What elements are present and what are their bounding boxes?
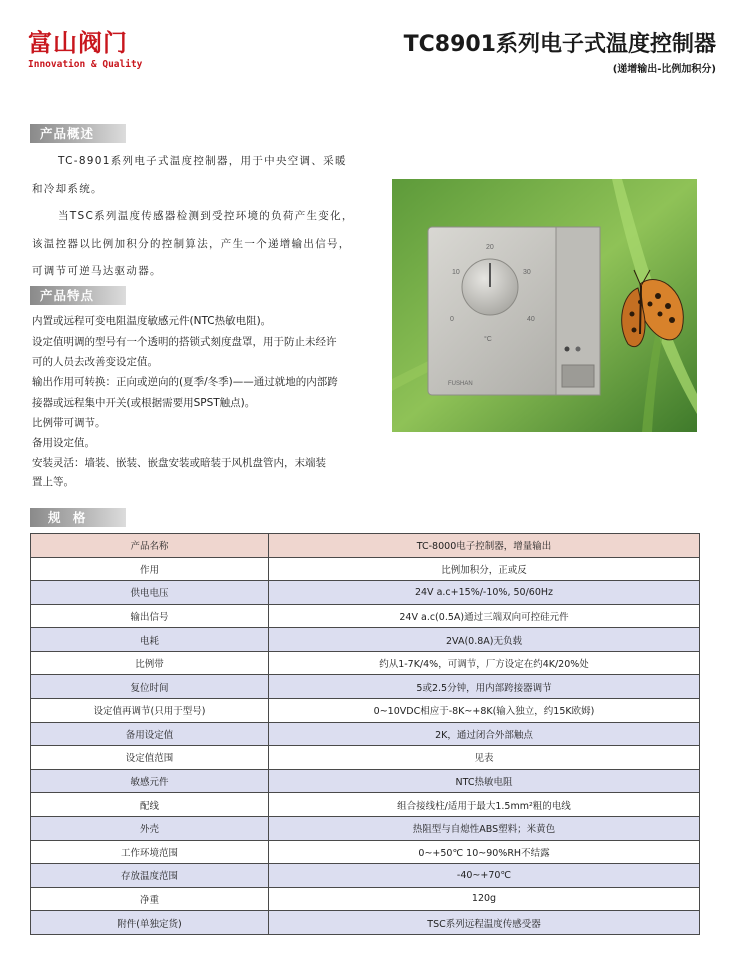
spec-value: 5或2.5分钟，用内部跨接器调节 (269, 675, 700, 699)
overview-line: TC-8901系列电子式温度控制器，用于中央空调、采暖 (58, 155, 347, 167)
overview-line: 该温控器以比例加积分的控制算法，产生一个递增输出信号， (32, 238, 351, 250)
spec-label: 工作环境范围 (31, 840, 269, 864)
spec-row (31, 793, 700, 817)
spec-value: 2K，通过闭合外部触点 (269, 722, 700, 746)
spec-label: 设定值再调节(只用于型号) (31, 699, 269, 723)
spec-value: 组合接线柱/适用于最大1.5mm²粗的电线 (269, 793, 700, 817)
overview-line: 当TSC系列温度传感器检测到受控环境的负荷产生变化， (58, 210, 354, 222)
product-photo (392, 179, 697, 432)
dial-unit: °C (484, 336, 492, 343)
section-overview-heading (30, 124, 126, 143)
spec-value: 2VA(0.8A)无负载 (269, 628, 700, 652)
spec-row (31, 746, 700, 770)
page-subtitle: (递增输出-比例加积分) (612, 64, 716, 75)
spec-row (31, 557, 700, 581)
spec-label: 供电电压 (31, 581, 269, 605)
spec-label: 电耗 (31, 628, 269, 652)
section-features-label: 产品特点 (40, 288, 95, 303)
spec-value: 24V a.c+15%/-10%, 50/60Hz (269, 581, 700, 605)
spec-value: 120g (269, 887, 700, 911)
feature-line: 接器或远程集中开关(或根据需要用SPST触点)。 (32, 397, 256, 409)
dial-tick-label: 40 (527, 316, 535, 323)
spec-label: 外壳 (31, 816, 269, 840)
spec-row (31, 722, 700, 746)
brand-logo (28, 30, 142, 70)
spec-value: 约从1-7K/4%，可调节，厂方设定在约4K/20%处 (269, 651, 700, 675)
spec-label: 产品名称 (31, 534, 269, 558)
page-title: TC8901系列电子式温度控制器 (403, 32, 716, 57)
spec-label: 配线 (31, 793, 269, 817)
spec-label: 存放温度范围 (31, 864, 269, 888)
spec-row (31, 840, 700, 864)
spec-row (31, 864, 700, 888)
spec-value: 热阻型与自熄性ABS塑料；米黄色 (269, 816, 700, 840)
spec-label: 净重 (31, 887, 269, 911)
section-spec-heading (30, 508, 126, 527)
feature-line: 置上等。 (32, 476, 74, 488)
spec-value: 24V a.c(0.5A)通过三端双向可控硅元件 (269, 604, 700, 628)
spec-row (31, 699, 700, 723)
spec-value: 0~+50℃ 10~90%RH不结露 (269, 840, 700, 864)
feature-line: 设定值明调的型号有一个透明的搭锁式刻度盘罩，用于防止未经许 (32, 336, 337, 348)
dial-tick-label: 0 (450, 316, 454, 323)
spec-row (31, 628, 700, 652)
spec-table (30, 533, 700, 935)
product-illustration (392, 179, 697, 432)
spec-row (31, 887, 700, 911)
feature-line: 输出作用可转换：正向或逆向的(夏季/冬季)——通过就地的内部跨 (32, 376, 338, 388)
brand-slogan: Innovation & Quality (28, 59, 143, 70)
dial-tick-label: 20 (486, 244, 494, 251)
feature-line: 可的人员去改善变设定值。 (32, 356, 158, 368)
spec-value: TC-8000电子控制器，增量输出 (269, 534, 700, 558)
section-spec-label: 规 格 (48, 510, 90, 525)
spec-label: 比例带 (31, 651, 269, 675)
spec-value: 比例加积分，正或反 (269, 557, 700, 581)
spec-row (31, 604, 700, 628)
spec-row (31, 534, 700, 558)
feature-line: 备用设定值。 (32, 437, 95, 449)
feature-line: 安装灵活：墙装、嵌装、嵌盘安装或暗装于风机盘管内，末端装 (32, 457, 326, 469)
spec-label: 复位时间 (31, 675, 269, 699)
spec-row (31, 816, 700, 840)
spec-label: 作用 (31, 557, 269, 581)
indicator-led (576, 347, 581, 352)
dial-tick-label: 10 (452, 269, 460, 276)
section-features-heading (30, 286, 126, 305)
indicator-led (565, 347, 570, 352)
spec-row (31, 651, 700, 675)
spec-row (31, 911, 700, 935)
spec-label: 输出信号 (31, 604, 269, 628)
feature-line: 比例带可调节。 (32, 417, 106, 429)
spec-row (31, 581, 700, 605)
thermostat-switch (562, 365, 594, 387)
spec-label: 敏感元件 (31, 769, 269, 793)
overview-line: 可调节可逆马达驱动器。 (32, 265, 162, 277)
spec-value: 见表 (269, 746, 700, 770)
feature-line: 内置或远程可变电阻温度敏感元件(NTC热敏电阻)。 (32, 315, 272, 327)
spec-row (31, 675, 700, 699)
brand-name: 富山阀门 (28, 28, 128, 57)
spec-value: -40~+70℃ (269, 864, 700, 888)
spec-label: 附件(单独定货) (31, 911, 269, 935)
spec-value: TSC系列远程温度传感受器 (269, 911, 700, 935)
dial-tick-label: 30 (523, 269, 531, 276)
spec-label: 备用设定值 (31, 722, 269, 746)
spec-row (31, 769, 700, 793)
spec-value: 0~10VDC相应于-8K~+8K(输入独立，约15K欧姆) (269, 699, 700, 723)
device-brand-mark: FUSHAN (448, 381, 473, 387)
spec-value: NTC热敏电阻 (269, 769, 700, 793)
spec-label: 设定值范围 (31, 746, 269, 770)
section-overview-label: 产品概述 (40, 126, 95, 141)
overview-line: 和冷却系统。 (32, 183, 103, 195)
